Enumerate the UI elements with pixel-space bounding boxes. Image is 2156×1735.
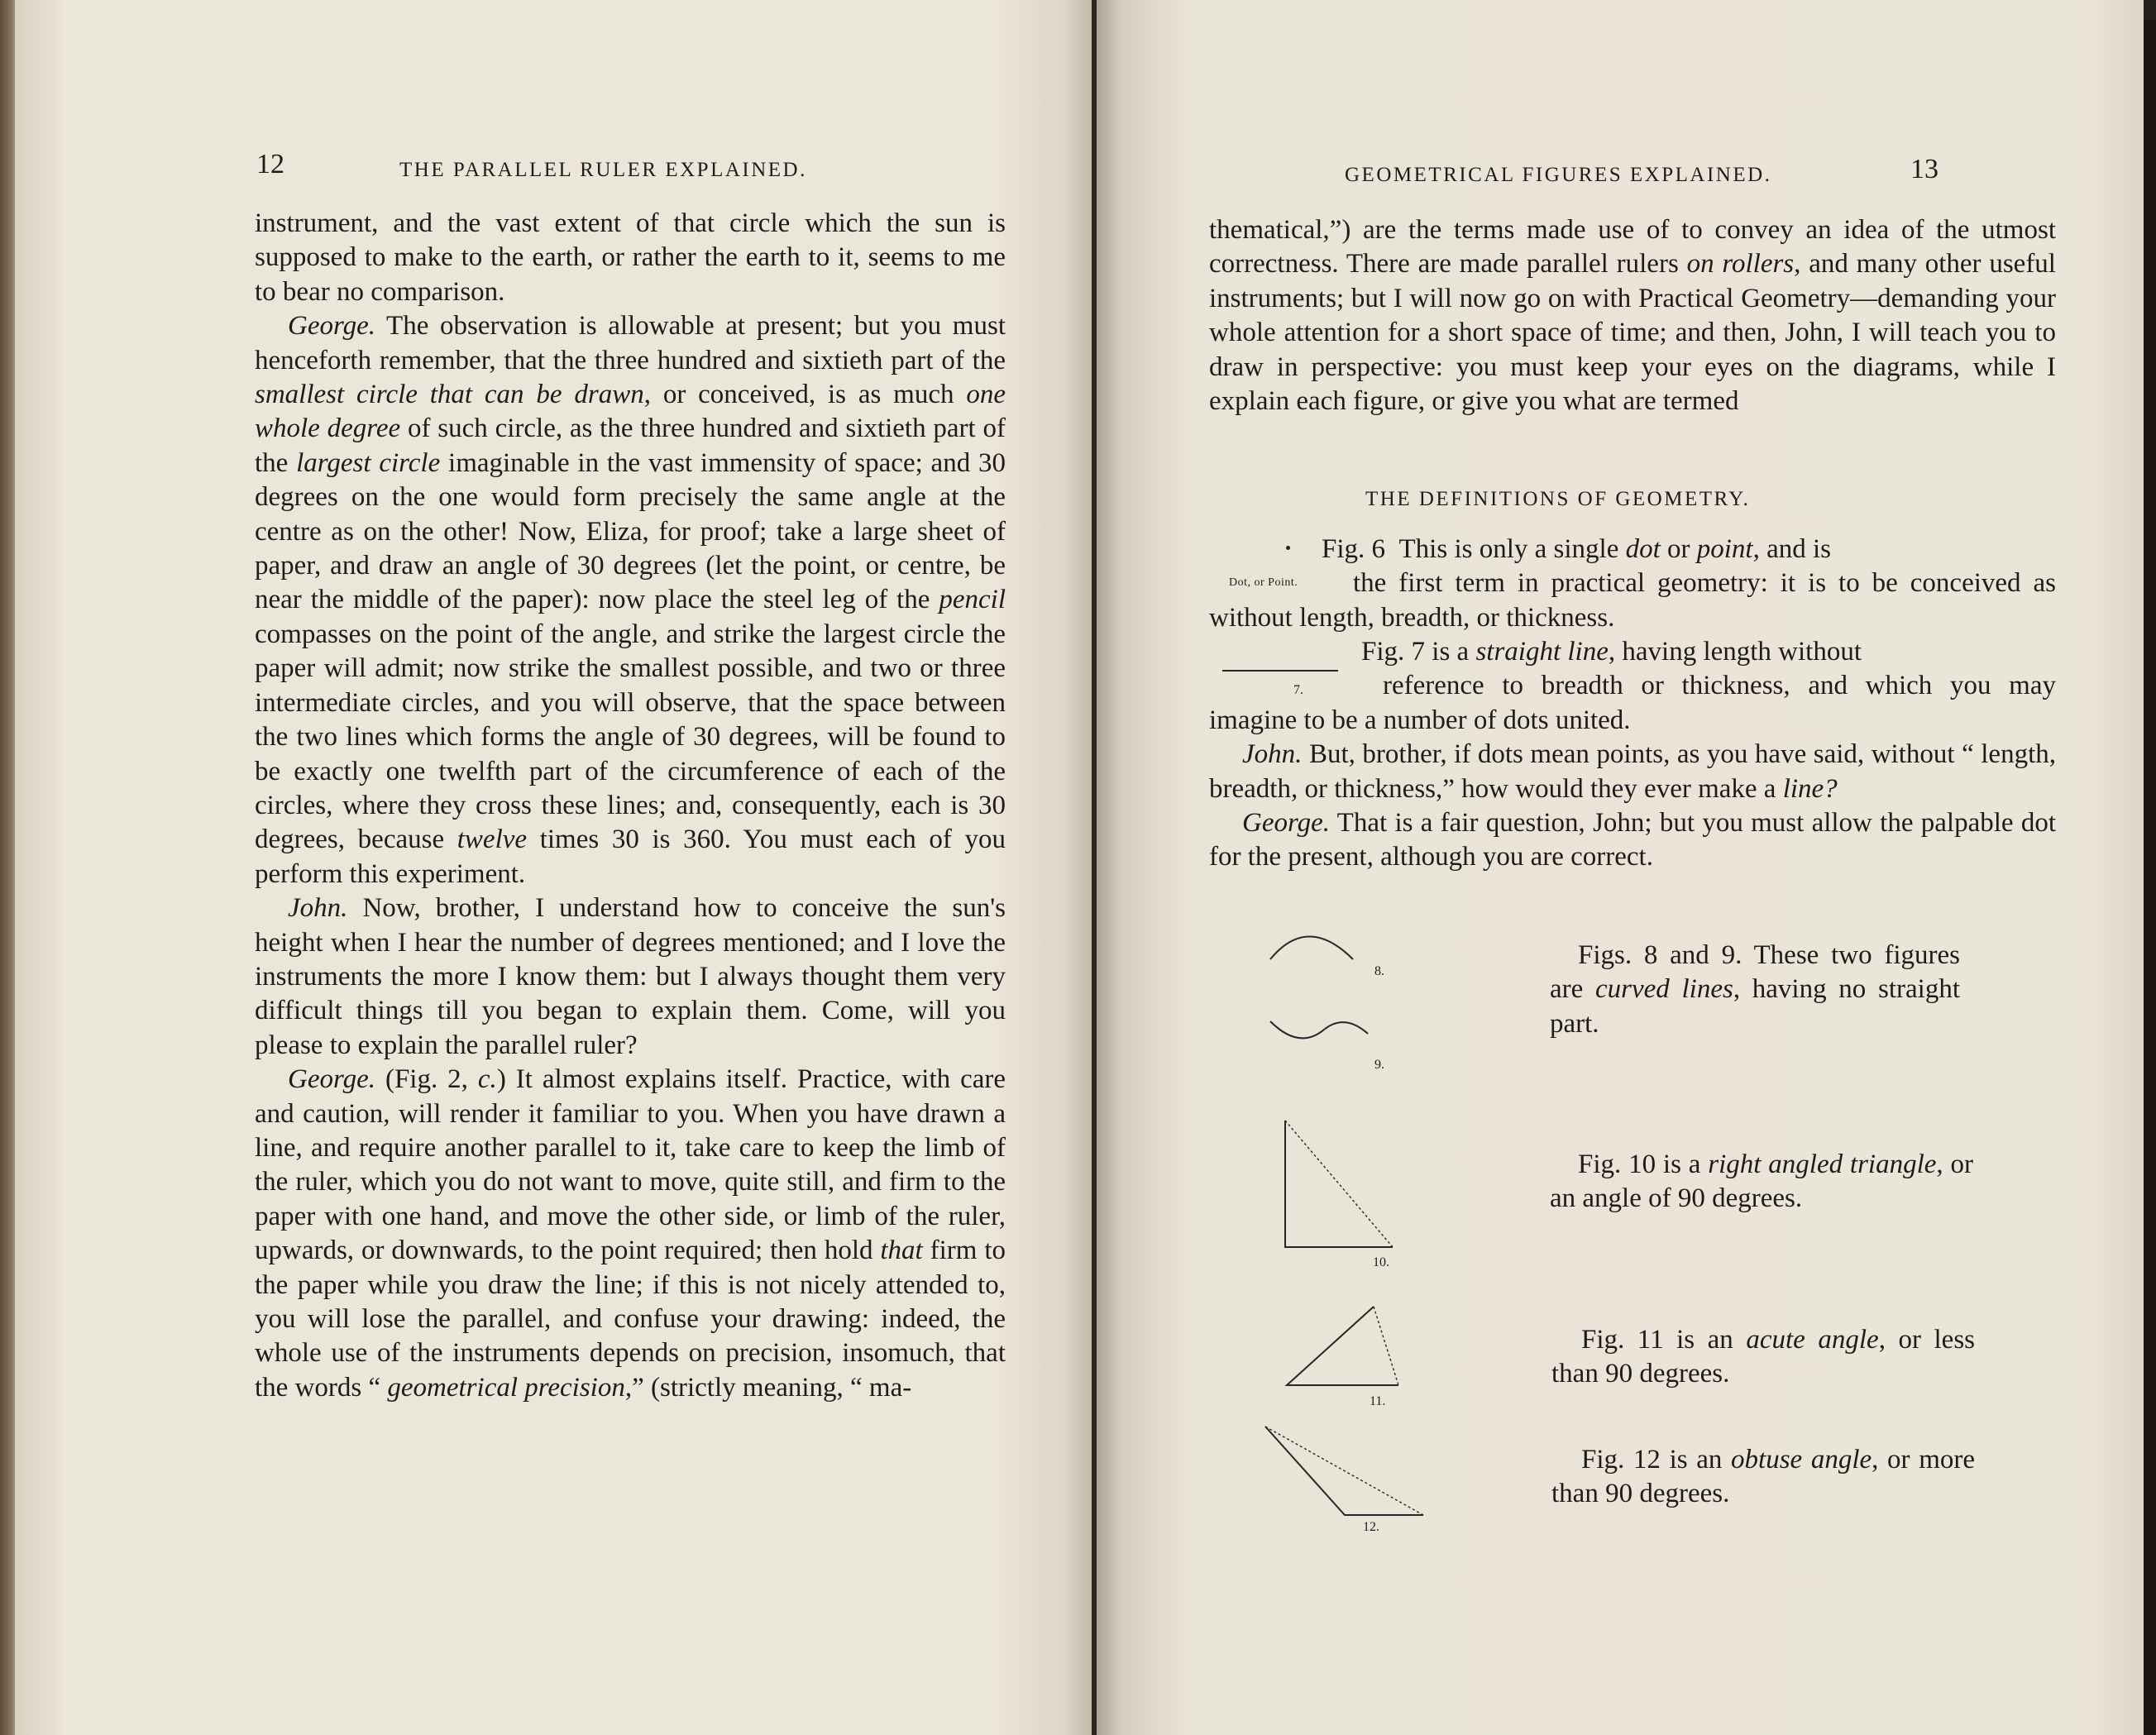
fig9-curve: [1270, 1021, 1368, 1038]
left-body: [255, 207, 1006, 1405]
george-paragraph: George. That is a fair question, John; but you must allow the palpable dot for the present, although you are correct.: [1209, 808, 2056, 872]
fig12-text: Fig. 12 is an obtuse angle, or more than 90 degrees.: [1551, 1445, 1975, 1509]
paragraph-2: George. The observation is allowable at present; but you must henceforth remember, that the three hundred and sixtieth part of the smallest circle that can be drawn, or conceived, is as much one whole degree of such circle, as the three hundred and sixtieth part of the largest circle imaginable in the vast immensity of space; and 30 degrees on the one would form precisely the same angle at the centre as on the other! Now, Eliza, for proof; take a large sheet of paper, and draw an angle of 30 degrees (let the point, or centre, be near the middle of the paper): now place the steel leg of the pencil compasses on the point of the angle, and strike the largest circle the paper will admit; now strike the smallest possible, and two or three intermediate circles, and you will observe, that the space between the two lines which forms the angle of 30 degrees, will be found to be exactly one twelfth part of the circumference of each of the circles, where they cross these lines; and, consequently, each is 30 degrees, because twelve times 30 is 360. You must each of you perform this experiment.: [255, 311, 1006, 889]
fig7-label: 7.: [1293, 683, 1303, 697]
fig12-label: 12.: [1363, 1520, 1379, 1534]
fig10-text: Fig. 10 is a right angled triangle, or an angle of 90 degrees.: [1550, 1149, 1973, 1214]
paragraph-1: instrument, and the vast extent of that circle which the sun is supposed to make to the earth, or rather the earth to it, seems to me to bear no comparison.: [255, 208, 1006, 307]
fig11-text: Fig. 11 is an acute angle, or less than 90 degrees.: [1551, 1325, 1975, 1389]
geometry-figures: [1254, 918, 1502, 1546]
paragraph-intro: thematical,”) are the terms made use of to convey an idea of the utmost correctness. There are made parallel rulers on rollers, and many other useful instruments; but I will now go on with Practical Geometry—demanding your whole attention for a short space of time; and then, John, I will teach you to draw in perspective: you must keep your eyes on the diagrams, while I explain each figure, or give you what are termed: [1209, 215, 2056, 417]
paragraph-3: John. Now, brother, I understand how to conceive the sun's height when I hear the number of degrees mentioned; and I love the instruments the more I know them: but I always thought them very difficult things till you began to explain them. Come, will you please to explain the parallel ruler?: [255, 893, 1006, 1060]
fig8-curve: [1270, 937, 1353, 960]
fig8-label: 8.: [1374, 964, 1384, 978]
paragraph-4: George. (Fig. 2, c.) It almost explains itself. Practice, with care and caution, will render it familiar to you. When you have drawn a line, and require another parallel to it, take care to keep the limb of the ruler, which you do not want to move, quite still, and firm to the paper with one hand, and move the other side, or limb of the ruler, upwards, or downwards, to the point required; then hold that firm to the paper while you draw the line; if this is not nicely attended to, you will lose the parallel, and confuse your drawing: indeed, the whole use of the instruments depends on precision, insomuch, that the words “ geometrical precision,” (strictly meaning, “ ma-: [255, 1064, 1006, 1403]
right-intro: [1209, 213, 2056, 418]
fig11-acute-angle: [1287, 1307, 1398, 1385]
fig9-label: 9.: [1374, 1058, 1384, 1072]
fig89-text: Figs. 8 and 9. These two figures are curved lines, having no straight part.: [1550, 940, 1960, 1039]
fig6-paragraph: Fig. 6 This is only a single dot or point, and is the first term in practical geometry: it is to be conceived as without length, breadth, or thickness.: [1209, 534, 2056, 633]
section-title: THE DEFINITIONS OF GEOMETRY.: [1365, 488, 1751, 510]
fig11-label: 11.: [1370, 1394, 1386, 1408]
dot-caption: Dot, or Point.: [1229, 576, 1298, 589]
fig10-label: 10.: [1373, 1255, 1389, 1269]
fig7-paragraph: Fig. 7 is a straight line, having length without reference to breadth or thickness, and which you may imagine to be a number of dots united. John. But, brother, if dots mean points, as you have said, without “ length, breadth, or thickness,” how would they ever make a line? George. That is a fair question, John; but you must allow the palpable dot for the present, although you are correct.: [1209, 635, 2056, 875]
page-number: 12: [256, 149, 284, 179]
john-paragraph: John. But, brother, if dots mean points, as you have said, without “ length, breadth, or thickness,” how would they ever make a line?: [1209, 739, 2056, 804]
running-head: GEOMETRICAL FIGURES EXPLAINED.: [1345, 164, 1772, 186]
right-page: [1097, 0, 2144, 1735]
left-page: [15, 0, 1095, 1735]
page-number: 13: [1910, 154, 1938, 184]
running-head: THE PARALLEL RULER EXPLAINED.: [399, 159, 807, 181]
